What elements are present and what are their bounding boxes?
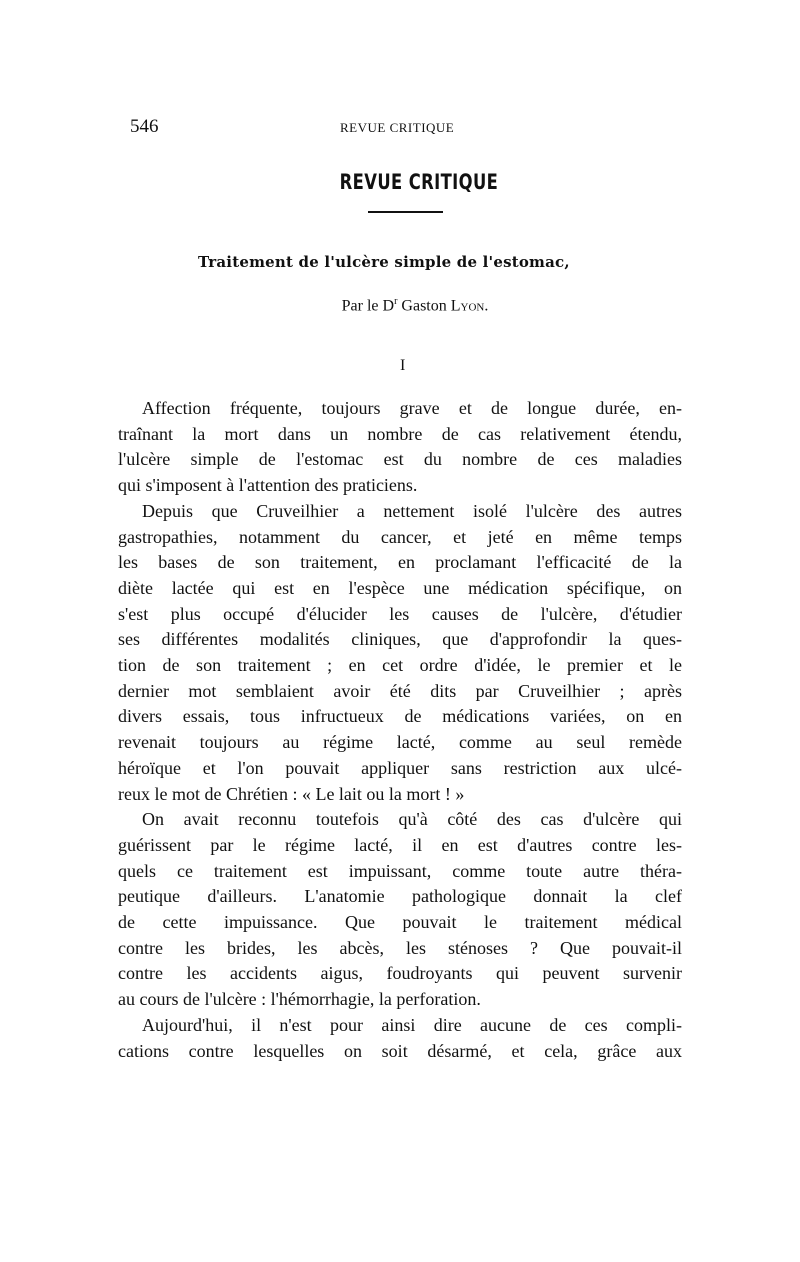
paragraph bbox=[118, 1013, 682, 1064]
text-line: cations contre lesquelles on soit désarmé, et cela, grâce aux bbox=[118, 1040, 682, 1061]
byline-sup: r bbox=[394, 296, 398, 307]
text-line: quels ce traitement est impuissant, comme toute autre théra- bbox=[118, 860, 682, 881]
section-number: I bbox=[400, 357, 406, 374]
text-line: au cours de l'ulcère : l'hémorrhagie, la perforation. bbox=[118, 989, 481, 1010]
article-title: Traitement de l'ulcère simple de l'estomac, bbox=[198, 253, 570, 271]
byline-prefix: Par le D bbox=[341, 297, 395, 315]
paragraph bbox=[118, 499, 682, 807]
text-line: contre les brides, les abcès, les sténoses ? Que pouvait-il bbox=[118, 937, 682, 958]
text-line: reux le mot de Chrétien : « Le lait ou la mort ! » bbox=[118, 783, 465, 804]
text-line: divers essais, tous infructueux de médications variées, on en bbox=[118, 706, 682, 727]
text-line: contre les accidents aigus, foudroyants qui peuvent survenir bbox=[118, 963, 682, 984]
text-line: les bases de son traitement, en proclamant l'efficacité de la bbox=[118, 552, 682, 573]
text-line: l'ulcère simple de l'estomac est du nombre de ces maladies bbox=[118, 449, 682, 470]
running-head: REVUE CRITIQUE bbox=[340, 120, 455, 135]
text-line: Aujourd'hui, il n'est pour ainsi dire aucune de ces compli- bbox=[142, 1014, 682, 1035]
text-line: traînant la mort dans un nombre de cas relativement étendu, bbox=[118, 423, 682, 444]
text-line: tion de son traitement ; en cet ordre d'idée, le premier et le bbox=[118, 655, 682, 676]
text-line: héroïque et l'on pouvait appliquer sans restriction aux ulcé- bbox=[118, 757, 682, 778]
section-title: REVUE CRITIQUE bbox=[339, 170, 499, 194]
body-text bbox=[118, 396, 682, 1064]
text-line: s'est plus occupé d'élucider les causes de l'ulcère, d'étudier bbox=[118, 603, 682, 624]
text-line: On avait reconnu toutefois qu'à côté des cas d'ulcère qui bbox=[142, 809, 682, 830]
text-line: qui s'imposent à l'attention des praticiens. bbox=[118, 475, 418, 496]
page-number: 546 bbox=[130, 116, 159, 137]
paragraph bbox=[118, 396, 682, 499]
text-line: Depuis que Cruveilhier a nettement isolé l'ulcère des autres bbox=[142, 500, 682, 521]
text-line: diète lactée qui est en l'espèce une médication spécifique, on bbox=[118, 577, 682, 598]
byline-name: Gaston bbox=[401, 297, 447, 315]
byline-surname: Lyon. bbox=[450, 297, 489, 315]
text-line: Affection fréquente, toujours grave et de longue durée, en- bbox=[142, 398, 682, 418]
running-header bbox=[130, 116, 680, 140]
text-line: de cette impuissance. Que pouvait le traitement médical bbox=[118, 912, 682, 933]
byline bbox=[0, 296, 800, 315]
text-line: dernier mot semblaient avoir été dits par Cruveilhier ; après bbox=[118, 680, 682, 701]
text-line: peutique d'ailleurs. L'anatomie pathologique donnait la clef bbox=[118, 886, 682, 907]
text-line: ses différentes modalités cliniques, que d'approfondir la ques- bbox=[118, 629, 682, 650]
text-line: gastropathies, notamment du cancer, et jeté en même temps bbox=[118, 526, 682, 547]
text-line: revenait toujours au régime lacté, comme au seul remède bbox=[118, 732, 682, 753]
title-rule bbox=[368, 211, 443, 213]
paragraph bbox=[118, 807, 682, 1013]
text-line: guérissent par le régime lacté, il en est d'autres contre les- bbox=[118, 834, 682, 855]
